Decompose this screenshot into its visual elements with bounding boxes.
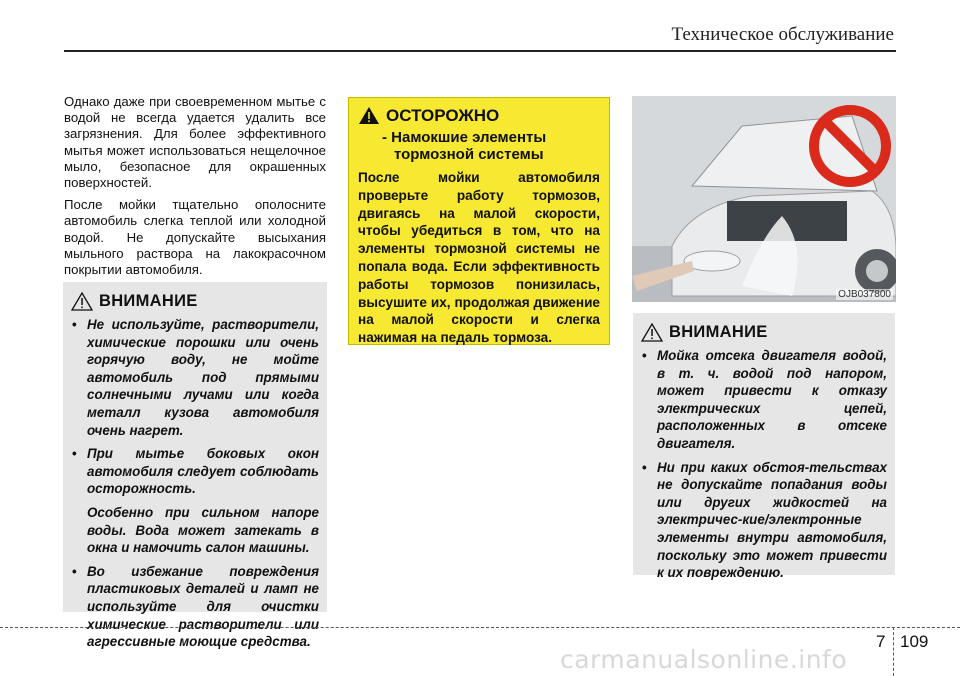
watermark: carmanualsonline.info: [560, 645, 848, 674]
notice-text: При мытье боковых окон автомобиля следует соблюдать осторожность.: [87, 446, 319, 497]
warning-triangle-icon: [71, 292, 93, 311]
page-number: 109: [900, 632, 929, 651]
caution-notice-left: [63, 282, 327, 650]
body-text: [64, 94, 326, 284]
body-paragraph: Однако даже при своевременном мытье с водой не всегда удается удалить все загрязнения. Для более эффективного мытья может использоваться нещелочное мыло, безопасное для окрашенных поверхностей.: [64, 94, 326, 191]
notice-heading: [71, 292, 319, 311]
notice-text: Особенно при сильном напоре воды. Вода может затекать в окна и намочить салон машины.: [87, 504, 319, 556]
notice-text: Мойка отсека двигателя водой, в т. ч. водой под напором, может привести к отказу электрических цепей, расположенных в отсеке двигателя.: [657, 348, 887, 451]
page-header-title: Техническое обслуживание: [671, 24, 894, 45]
notice-list: [71, 316, 319, 651]
bullet: •: [72, 563, 77, 579]
figure-code: OJB037800: [838, 289, 891, 300]
footer-rule: [0, 627, 960, 628]
footer-separator: [893, 627, 894, 676]
body-paragraph: После мойки тщательно ополосните автомобиль слегка теплой или холодной водой. Не допускайте высыхания мыльного раствора на лакокрасочном покрытии автомобиля.: [64, 197, 326, 278]
warning-text: После мойки автомобиля проверьте работу тормозов, двигаясь на малой скорости, чтобы убедиться в том, что на элементы тормозной системы не попала вода. Если эффективность работы тормозов понизилась, высушите их, продолжая движение на малой скорости и слегка нажимая на педаль тормоза.: [358, 170, 600, 346]
notice-title: ВНИМАНИЕ: [99, 291, 198, 310]
notice-text: Во избежание повреждения пластиковых деталей и ламп не используйте для очистки химические растворители или агрессивные моющие средства.: [87, 563, 319, 650]
bullet: •: [642, 348, 647, 363]
warning-title: ОСТОРОЖНО: [386, 105, 500, 125]
notice-heading: [641, 323, 887, 342]
no-engine-wash-icon: [632, 96, 896, 302]
notice-list: [641, 347, 887, 582]
engine-wash-figure: [632, 96, 896, 302]
notice-text: Ни при каких обстоя-тельствах не допускайте попадания воды или других жидкостей на электричес-кие/электронные элементы внутри автомобиля, поскольку это может привести к их повреждению.: [657, 459, 887, 581]
warning-triangle-icon: [358, 106, 380, 125]
notice-item: [641, 347, 887, 453]
warning-heading: [358, 106, 600, 125]
notice-item: [641, 459, 887, 582]
bullet: •: [72, 317, 77, 332]
notice-title: ВНИМАНИЕ: [669, 322, 768, 341]
caution-notice-right: [633, 313, 895, 581]
bullet: •: [642, 459, 647, 475]
notice-item: [71, 445, 319, 557]
notice-item: [71, 316, 319, 439]
warning-box: [348, 97, 610, 345]
header-rule: [64, 50, 896, 52]
notice-text: Не используйте, растворители, химические порошки или очень горячую воду, не мойте автомобиль под прямыми солнечными лучами или когда металл кузова автомобиля очень нагрет.: [87, 317, 319, 438]
bullet: •: [72, 446, 77, 462]
notice-item: [71, 563, 319, 651]
warning-subtitle: - Намокшие элементы тормозной системы: [382, 129, 547, 163]
warning-triangle-icon: [641, 323, 663, 342]
chapter-number: 7: [876, 632, 886, 651]
